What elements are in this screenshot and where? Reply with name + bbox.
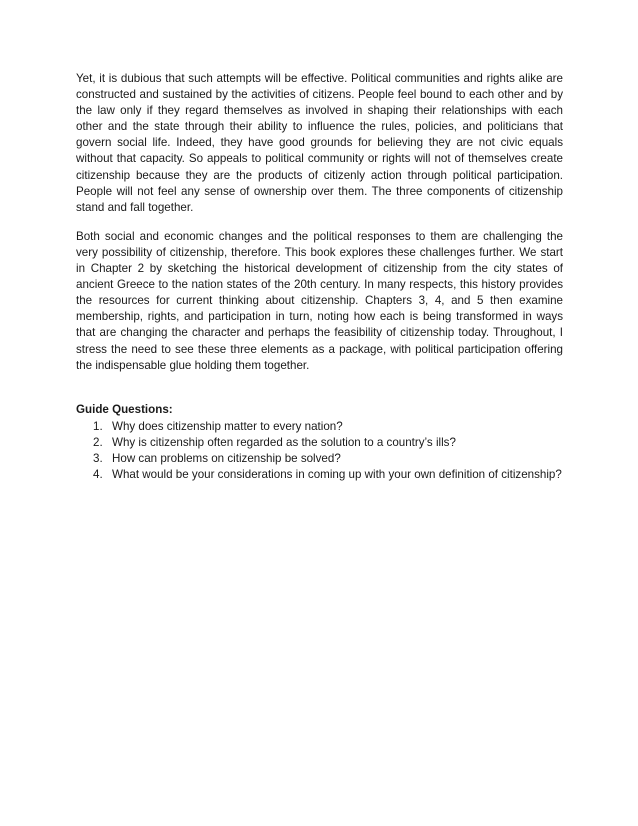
guide-questions-heading: Guide Questions:: [76, 402, 173, 416]
body-paragraph-2: Both social and economic changes and the political responses to them are challenging the very possibility of citizenship, therefore. This book explores these challenges further. We start in Chapter 2 by sketching the historical development of citizenship from the city states of ancient Greece to the nation states of the 20th century. In many respects, this history provides the resources for current thinking about citizenship. Chapters 3, 4, and 5 then examine membership, rights, and participation in turn, noting how each is being transformed in ways that are changing the character and perhaps the feasibility of citizenship today. Throughout, I stress the need to see these three elements as a package, with political participation offering the indispensable glue holding them together.: [76, 229, 563, 372]
guide-question-text: Why does citizenship matter to every nation?: [112, 419, 343, 433]
guide-question-number: 2.: [93, 435, 103, 449]
guide-question-number: 4.: [93, 468, 103, 482]
guide-question-text: Why is citizenship often regarded as the solution to a country’s ills?: [112, 435, 456, 449]
guide-question-3: [76, 451, 563, 467]
guide-question-4: [76, 467, 563, 483]
guide-question-1: [76, 419, 563, 435]
guide-question-2: [76, 435, 563, 451]
guide-question-number: 1.: [93, 419, 103, 433]
guide-question-text: What would be your considerations in coming up with your own definition of citizenship?: [112, 468, 562, 482]
page-content: [76, 71, 563, 483]
body-paragraph-1: Yet, it is dubious that such attempts will be effective. Political communities and rights alike are constructed and sustained by the activities of citizens. People feel bound to each other and by the law only if they regard themselves as involved in shaping their relationships with each other and the state through their ability to influence the rules, policies, and politicians that govern social life. Indeed, they have good grounds for believing they are not civic equals without that capacity. So appeals to political community or rights will not of themselves create citizenship because they are the products of citizenly action through political participation. People will not feel any sense of ownership over them. The three components of citizenship stand and fall together.: [76, 72, 563, 214]
guide-question-number: 3.: [93, 451, 103, 465]
guide-question-text: How can problems on citizenship be solved?: [112, 451, 341, 465]
guide-questions-list: [76, 419, 563, 483]
